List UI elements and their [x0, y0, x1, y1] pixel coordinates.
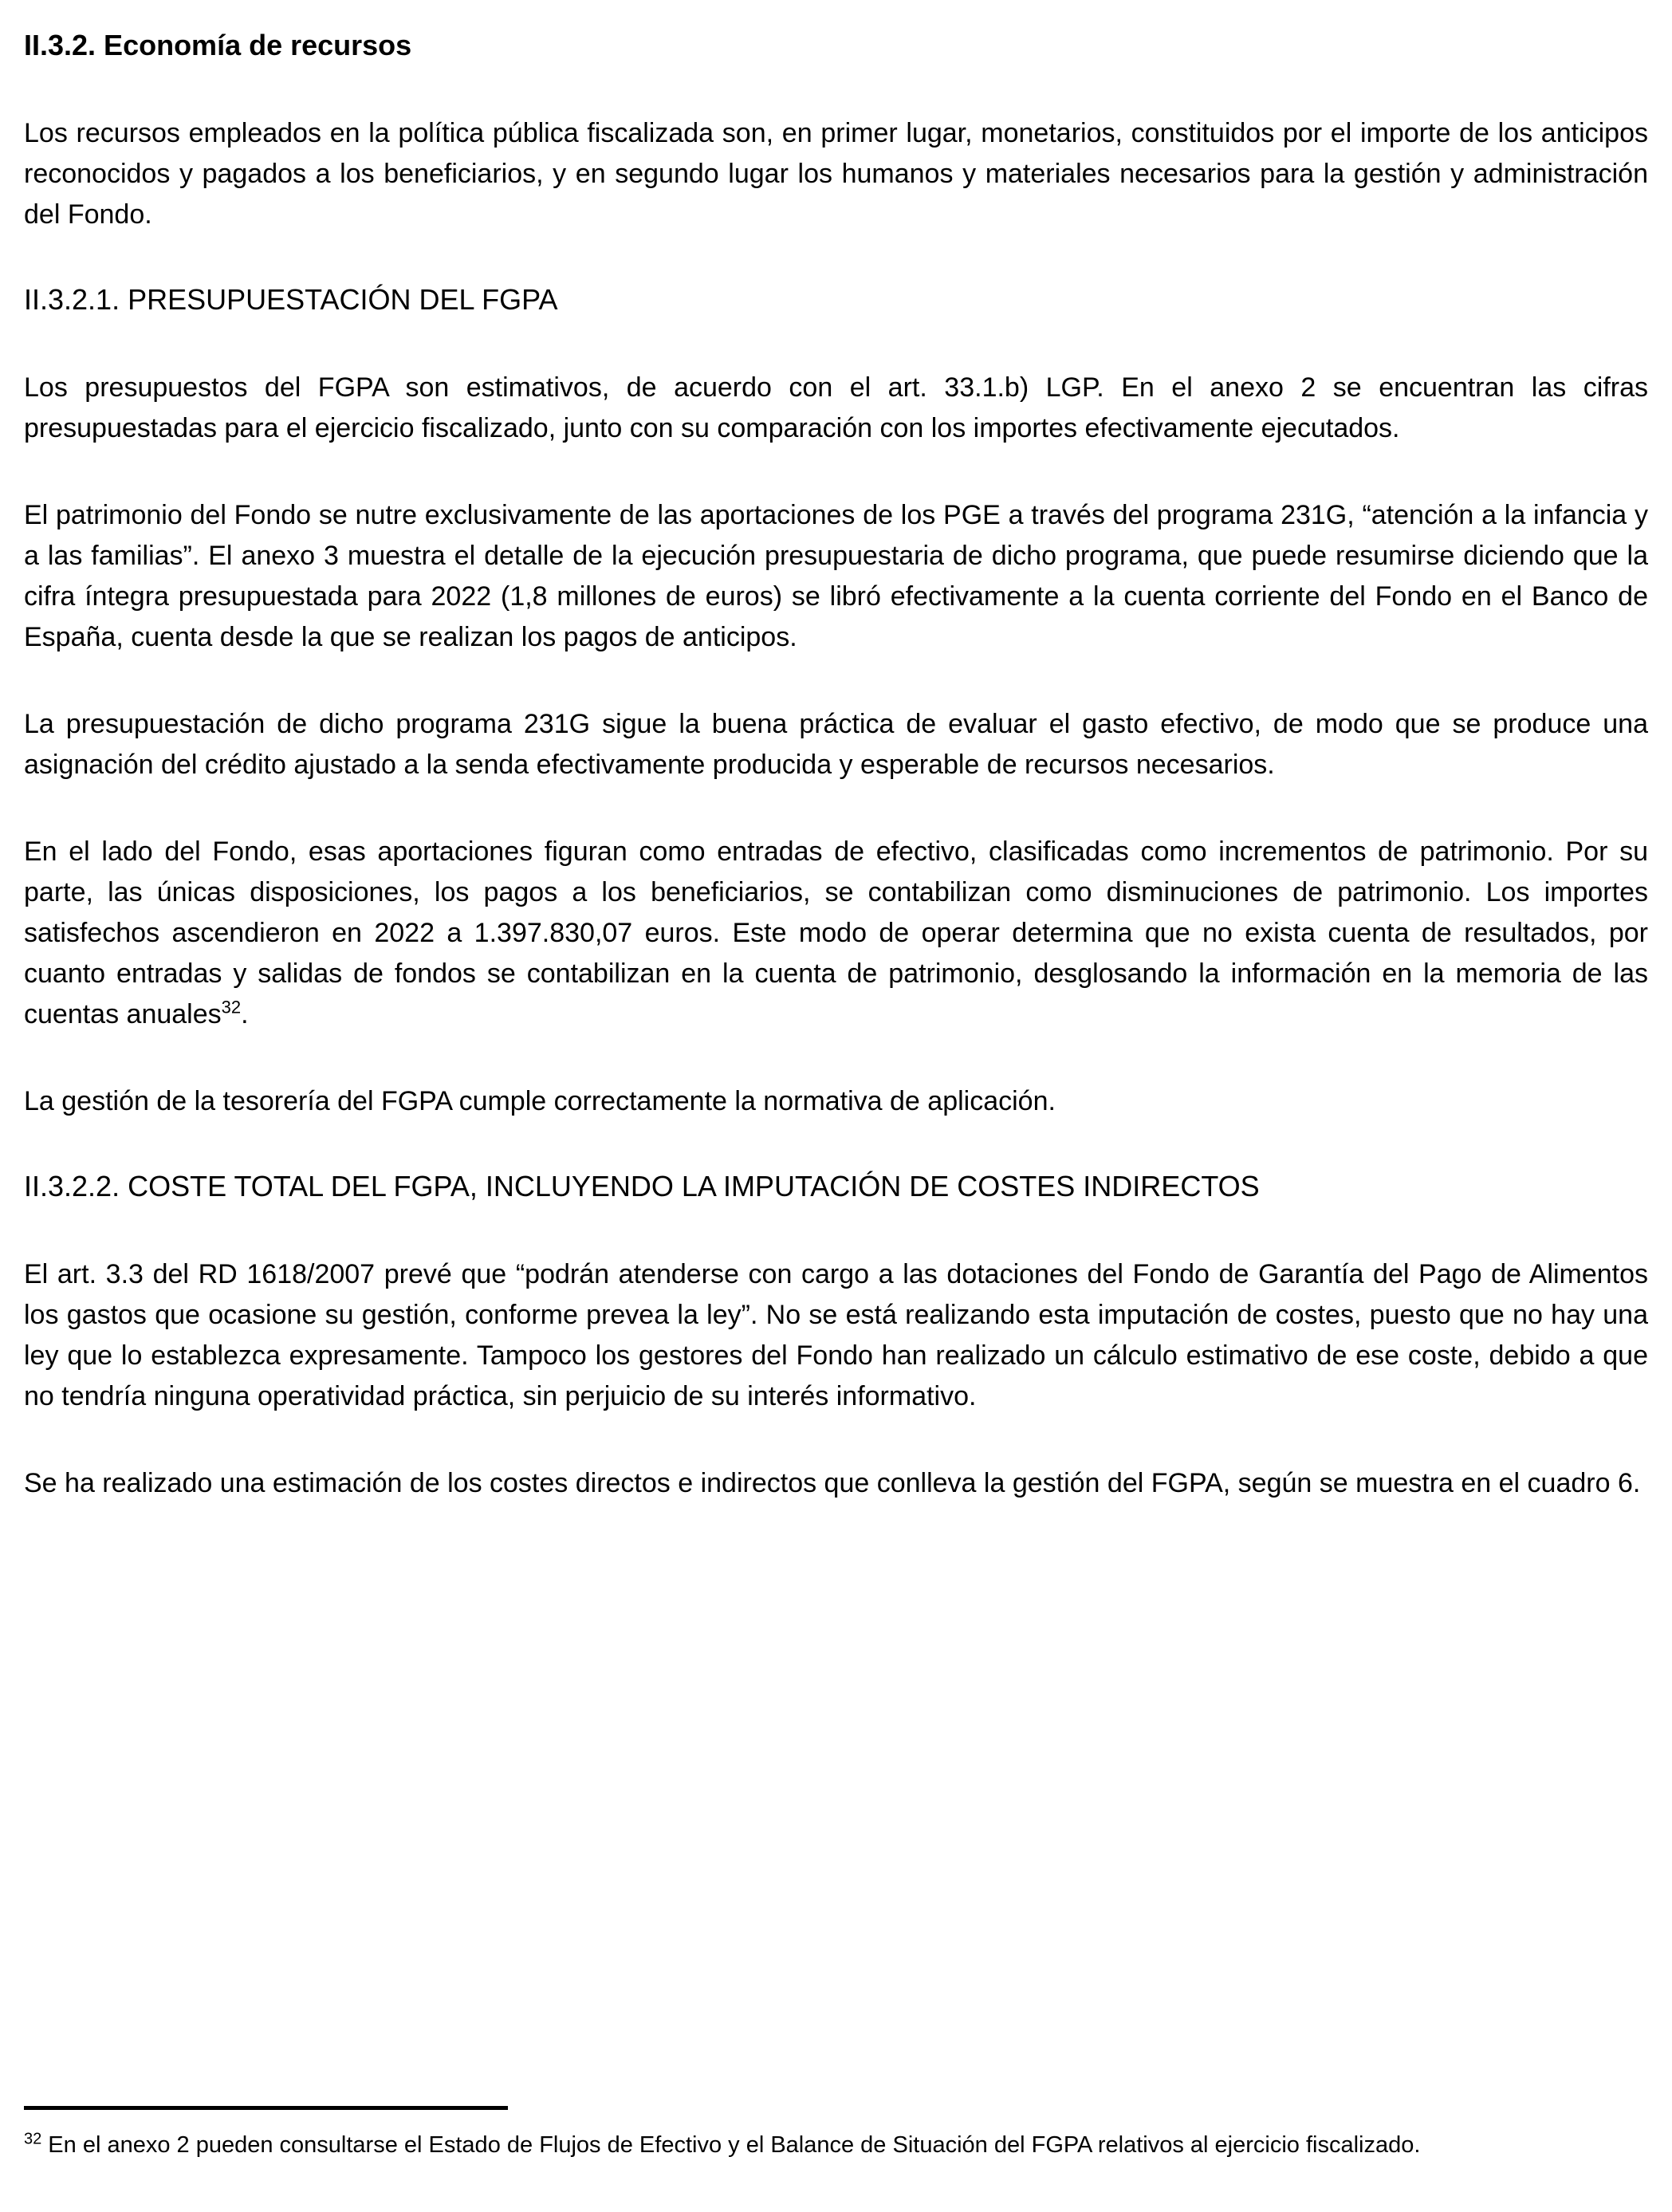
paragraph-rd-1618-2007: El art. 3.3 del RD 1618/2007 prevé que “podrán atenderse con cargo a las dotaciones del Fondo de Garantía del Pago de Alimentos los gastos que ocasione su gestión, conforme prevea la ley”. No se está realizando esta imputación de costes, puesto que no hay una ley que lo establezca expresamente. Tampoco los gestores del Fondo han realizado un cálculo estimativo de ese coste, debido a que no tendría ninguna operatividad práctica, sin perjuicio de su interés informativo.	[24, 1259, 1648, 1411]
section-heading-presupuestacion-fgpa: II.3.2.1. PRESUPUESTACIÓN DEL FGPA	[24, 283, 558, 316]
section-heading-coste-total-fgpa: II.3.2.2. COSTE TOTAL DEL FGPA, INCLUYENDO LA IMPUTACIÓN DE COSTES INDIRECTOS	[24, 1170, 1260, 1202]
paragraph-lado-fondo-text: En el lado del Fondo, esas aportaciones figuran como entradas de efectivo, clasificadas como incrementos de patrimonio. Por su parte, las únicas disposiciones, los pagos a los beneficiarios, se contabilizan como disminuciones de patrimonio. Los importes satisfechos ascendieron en 2022 a 1.397.830,07 euros. Este modo de operar determina que no exista cuenta de resultados, por cuanto entradas y salidas de fondos se contabilizan en la cuenta de patrimonio, desglosando la información en la memoria de las cuentas anuales	[24, 836, 1648, 1029]
paragraph-lado-fondo	[24, 832, 1648, 1035]
paragraph-gestion-tesoreria: La gestión de la tesorería del FGPA cumple correctamente la normativa de aplicación.	[24, 1086, 1056, 1116]
paragraph-estimacion-costes: Se ha realizado una estimación de los costes directos e indirectos que conlleva la gestión del FGPA, según se muestra en el cuadro 6.	[24, 1468, 1641, 1498]
footnote-marker: 32	[24, 2130, 42, 2148]
footnote-divider	[24, 2106, 508, 2110]
footnote-area	[24, 2106, 1648, 2163]
footnote-reference-32: 32	[221, 997, 242, 1017]
section-heading-economia-recursos: II.3.2. Economía de recursos	[24, 29, 412, 61]
paragraph-lado-fondo-tail: .	[241, 999, 249, 1029]
paragraph-presupuestacion-231g: La presupuestación de dicho programa 231G sigue la buena práctica de evaluar el gasto efectivo, de modo que se produce una asignación del crédito ajustado a la senda efectivamente producida y esperable de recursos necesarios.	[24, 709, 1648, 780]
paragraph-presupuestos-estimativos: Los presupuestos del FGPA son estimativos, de acuerdo con el art. 33.1.b) LGP. En el anexo 2 se encuentran las cifras presupuestadas para el ejercicio fiscalizado, junto con su comparación con los importes efectivamente ejecutados.	[24, 372, 1648, 443]
paragraph-recursos-intro: Los recursos empleados en la política pública fiscalizada son, en primer lugar, monetarios, constituidos por el importe de los anticipos reconocidos y pagados a los beneficiarios, y en segundo lugar los humanos y materiales necesarios para la gestión y administración del Fondo.	[24, 118, 1648, 230]
footnote-text: En el anexo 2 pueden consultarse el Estado de Flujos de Efectivo y el Balance de Situación del FGPA relativos al ejercicio fiscalizado.	[41, 2132, 1421, 2158]
footnote-32	[24, 2127, 1648, 2163]
paragraph-patrimonio-fondo: El patrimonio del Fondo se nutre exclusivamente de las aportaciones de los PGE a través del programa 231G, “atención a la infancia y a las familias”. El anexo 3 muestra el detalle de la ejecución presupuestaria de dicho programa, que puede resumirse diciendo que la cifra íntegra presupuestada para 2022 (1,8 millones de euros) se libró efectivamente a la cuenta corriente del Fondo en el Banco de España, cuenta desde la que se realizan los pagos de anticipos.	[24, 500, 1648, 652]
